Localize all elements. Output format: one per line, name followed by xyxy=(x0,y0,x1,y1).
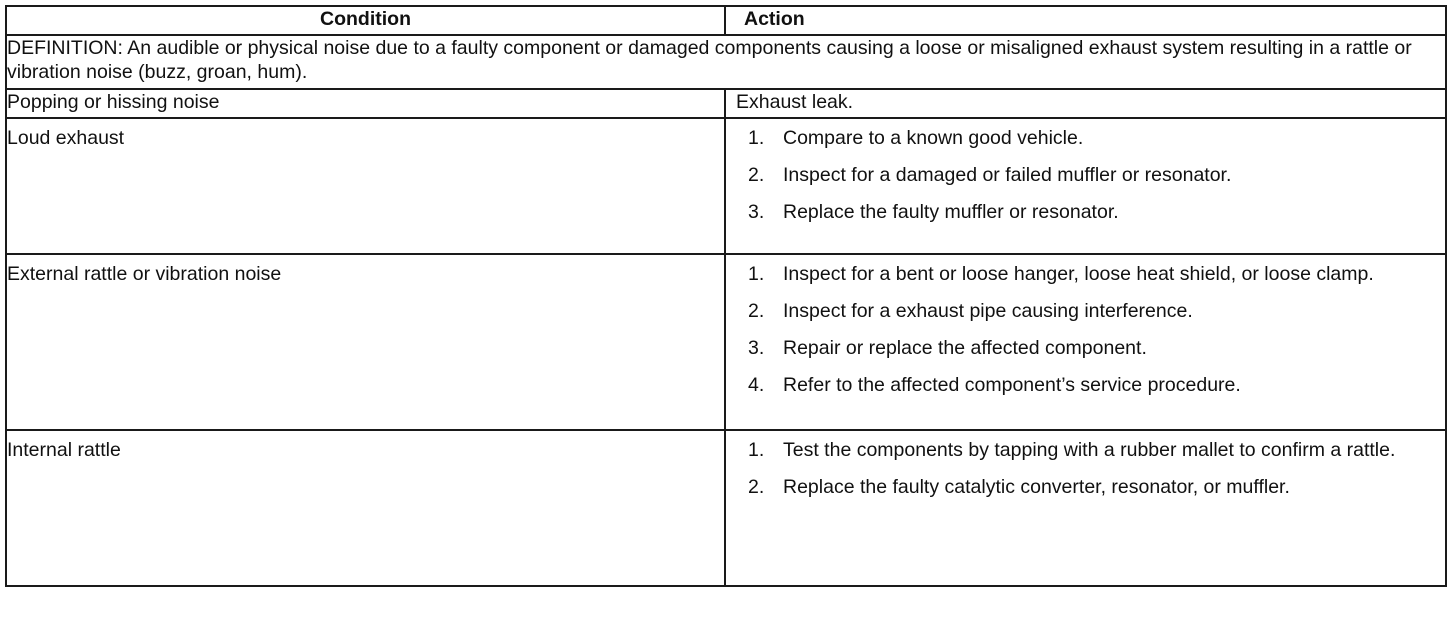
step-text: Replace the faulty catalytic converter, resonator, or muffler. xyxy=(783,476,1290,498)
action-step xyxy=(748,336,1445,360)
step-number: 2. xyxy=(748,164,765,186)
step-text: Refer to the affected component’s service procedure. xyxy=(783,374,1241,396)
condition-cell: Loud exhaust xyxy=(6,118,725,254)
condition-header: Condition xyxy=(6,6,725,35)
definition-row xyxy=(6,35,1446,89)
action-cell xyxy=(725,118,1446,254)
step-text: Test the components by tapping with a rubber mallet to confirm a rattle. xyxy=(783,439,1396,461)
step-number: 1. xyxy=(748,263,765,285)
step-number: 2. xyxy=(748,476,765,498)
step-number: 1. xyxy=(748,439,765,461)
step-number: 2. xyxy=(748,300,765,322)
action-step xyxy=(748,438,1445,462)
action-cell: Exhaust leak. xyxy=(725,89,1446,118)
condition-cell: Internal rattle xyxy=(6,430,725,586)
condition-cell: Popping or hissing noise xyxy=(6,89,725,118)
action-cell xyxy=(725,430,1446,586)
step-text: Inspect for a bent or loose hanger, loose heat shield, or loose clamp. xyxy=(783,263,1374,285)
action-steps-list xyxy=(726,126,1445,224)
table-row xyxy=(6,89,1446,118)
step-text: Inspect for a exhaust pipe causing interference. xyxy=(783,300,1193,322)
table-row xyxy=(6,118,1446,254)
action-step xyxy=(748,475,1445,499)
step-number: 4. xyxy=(748,374,765,396)
action-steps-list xyxy=(726,262,1445,397)
exhaust-noise-diagnostic-table xyxy=(5,5,1447,587)
condition-cell: External rattle or vibration noise xyxy=(6,254,725,430)
step-number: 3. xyxy=(748,337,765,359)
step-text: Inspect for a damaged or failed muffler or resonator. xyxy=(783,164,1232,186)
action-cell xyxy=(725,254,1446,430)
action-step xyxy=(748,126,1445,150)
action-step xyxy=(748,262,1445,286)
step-text: Compare to a known good vehicle. xyxy=(783,127,1084,149)
definition-text: DEFINITION: An audible or physical noise due to a faulty component or damaged components causing a loose or misaligned exhaust system resulting in a rattle or vibration noise (buzz, groan, hum). xyxy=(6,35,1446,89)
action-step xyxy=(748,200,1445,224)
step-number: 1. xyxy=(748,127,765,149)
table-row xyxy=(6,430,1446,586)
action-step xyxy=(748,299,1445,323)
step-text: Replace the faulty muffler or resonator. xyxy=(783,201,1119,223)
action-step xyxy=(748,373,1445,397)
step-text: Repair or replace the affected component. xyxy=(783,337,1147,359)
step-number: 3. xyxy=(748,201,765,223)
action-header: Action xyxy=(725,6,1446,35)
header-row xyxy=(6,6,1446,35)
action-steps-list xyxy=(726,438,1445,499)
diagnostic-table-container xyxy=(5,5,1445,587)
table-row xyxy=(6,254,1446,430)
action-step xyxy=(748,163,1445,187)
